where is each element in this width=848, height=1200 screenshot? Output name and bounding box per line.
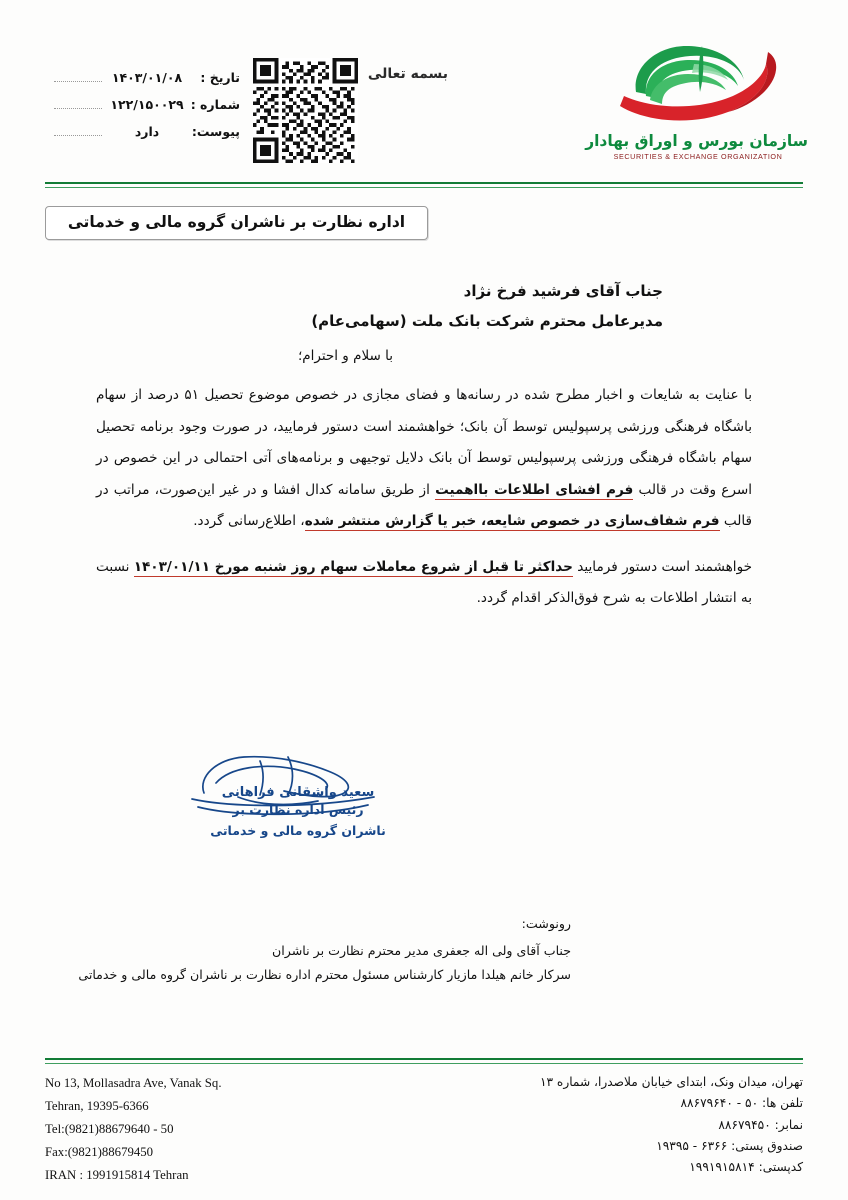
body-paragraph-1 xyxy=(96,380,752,538)
footer-divider-secondary xyxy=(45,1063,803,1064)
organization-logo xyxy=(585,30,808,161)
dotted-rule xyxy=(54,125,102,136)
department-title: اداره نظارت بر ناشران گروه مالی و خدماتی xyxy=(45,206,428,240)
attachment-label: پیوست: xyxy=(191,124,240,139)
dotted-rule xyxy=(54,98,102,109)
signatory-name: سعید واشقانی فراهانی xyxy=(221,785,375,800)
footer-en-line: Fax:(9821)88679450 xyxy=(45,1145,154,1160)
footer-en-line: Tel:(9821)88679640 - 50 xyxy=(45,1122,174,1137)
carbon-copy-block xyxy=(45,912,803,988)
p2-part1: خواهشمند است دستور فرمایید xyxy=(572,558,752,575)
footer-fa-line: صندوق پستی: ۶۳۶۶ - ۱۹۳۹۵ xyxy=(656,1139,803,1154)
besmellah-text: بسمه تعالی xyxy=(367,66,448,82)
qr-code-icon xyxy=(253,58,358,163)
meta-row-date xyxy=(50,70,240,86)
footer-divider xyxy=(45,1058,803,1060)
footer-en-line: IRAN : 1991915814 Tehran xyxy=(45,1168,189,1183)
p1-part1: با عنایت به شایعات و اخبار مطرح شده در رسانه‌ها و فضای مجازی در خصوص موضوع تحصیل ۵۱ درصد از سهام باشگاه فرهنگی ورزشی پرسپولیس توسط آن بانک؛ خواهشمند است دستور فرمایید، در صورت وجود برنامه تحصیل سهام باشگاه فرهنگی ورزشی پرسپولیس توسط آن بانک دلایل توجیهی و برنامه‌های آتی احتمالی در این خصوص در اسرع وقت در قالب xyxy=(96,387,752,498)
letter-body xyxy=(96,380,752,621)
meta-row-number xyxy=(50,97,240,113)
header-divider-secondary xyxy=(45,187,803,188)
cc-line-2: سرکار خانم هیلدا مازیار کارشناس مسئول محترم اداره نظارت بر ناشران گروه مالی و خدماتی xyxy=(78,967,571,983)
header-divider xyxy=(45,182,803,184)
meta-row-attachment xyxy=(50,124,240,140)
addressee-position: مدیرعامل محترم شرکت بانک ملت (سهامی‌عام) xyxy=(311,312,663,330)
logo-title-en: SECURITIES & EXCHANGE ORGANIZATION xyxy=(613,152,783,161)
cc-heading: رونوشت: xyxy=(521,916,571,931)
logo-mark-icon xyxy=(606,30,791,130)
signatory-title-line1: رئیس اداره نظارت بر xyxy=(232,802,364,817)
dotted-rule xyxy=(54,71,102,82)
body-paragraph-2 xyxy=(96,552,752,615)
footer xyxy=(45,1072,803,1192)
footer-fa-line: کدپستی: ۱۹۹۱۹۱۵۸۱۴ xyxy=(689,1160,803,1175)
footer-en-line: Tehran, 19395-6366 xyxy=(45,1099,149,1114)
signature-block xyxy=(168,745,428,841)
logo-title-fa: سازمان بورس و اوراق بهادار xyxy=(585,132,808,150)
number-value: ۱۲۲/۱۵۰۰۲۹ xyxy=(110,97,184,112)
addressee-name: جناب آقای فرشید فرخ نژاد xyxy=(463,282,663,300)
footer-fa-line: نمابر: ۸۸۶۷۹۴۵۰ xyxy=(718,1117,803,1132)
footer-fa-line: تهران، میدان ونک، ابتدای خیابان ملاصدرا، شماره ۱۳ xyxy=(539,1075,803,1089)
number-label: شماره : xyxy=(190,97,240,112)
attachment-value: دارد xyxy=(134,124,160,139)
p1-part3: ، اطلاع‌رسانی گردد. xyxy=(193,513,305,530)
letterhead xyxy=(0,26,848,176)
date-value: ۱۴۰۳/۰۱/۰۸ xyxy=(111,70,183,85)
p1-underline-2: فرم شفاف‌سازی در خصوص شایعه، خبر یا گزارش منتشر شده xyxy=(304,513,720,530)
date-label: تاریخ : xyxy=(200,70,240,85)
p1-part2: از طریق سامانه کدال افشا و در غیر این‌صورت، مراتب در قالب xyxy=(96,481,752,530)
signatory-title-line2: ناشران گروه مالی و خدماتی xyxy=(210,822,386,838)
salutation: با سلام و احترام؛ xyxy=(297,348,393,364)
p2-underline-1: حداکثر تا قبل از شروع معاملات سهام روز شنبه مورخ ۱۴۰۳/۰۱/۱۱ xyxy=(133,558,573,575)
footer-fa-line: تلفن ها: ۵۰ - ۸۸۶۷۹۶۴۰ xyxy=(680,1096,803,1111)
letter-meta xyxy=(50,70,240,151)
footer-address-fa xyxy=(473,1072,803,1179)
footer-en-line: No 13, Mollasadra Ave, Vanak Sq. xyxy=(45,1076,222,1090)
footer-address-en xyxy=(45,1072,375,1187)
p2-part2: نسبت به انتشار اطلاعات به شرح فوق‌الذکر اقدام گردد. xyxy=(96,558,752,607)
cc-line-1: جناب آقای ولی اله جعفری مدیر محترم نظارت بر ناشران xyxy=(272,942,571,958)
p1-underline-1: فرم افشای اطلاعات بااهمیت xyxy=(435,481,634,498)
